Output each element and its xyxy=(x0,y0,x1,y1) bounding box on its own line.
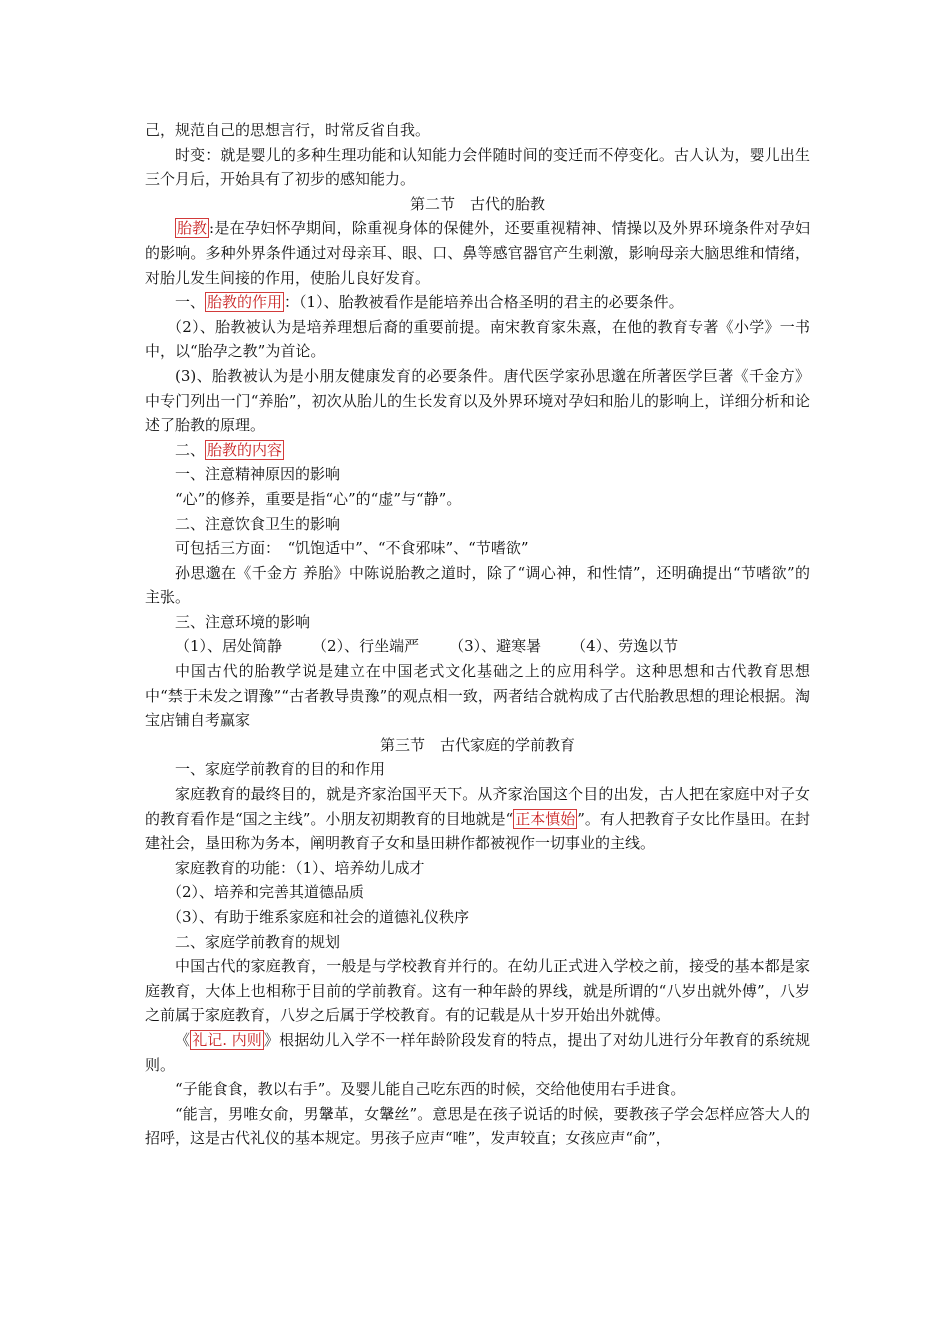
paragraph-text: ”。有人把教育子女比作垦田。在封建社会，垦田称为务本，阐明教育子女和垦田耕作都被视作一切事业的主线。 xyxy=(145,809,811,853)
paragraph: 家庭教育的功能：（1）、培养幼儿成才 xyxy=(175,858,425,877)
subheading: 二、家庭学前教育的规划 xyxy=(175,932,341,951)
paragraph: “心”的修养，重要是指“心”的“虚”与“静”。 xyxy=(175,489,462,508)
paragraph xyxy=(145,438,810,463)
paragraph-text: 家庭教育的最终目的，就是齐家治国平天下。从齐家治国这个目的出发，古人把在家庭中对子女的教育看作是“国之主线”。小朋友初期教育的目地就是“ xyxy=(145,785,810,828)
subheading: 二、注意饮食卫生的影响 xyxy=(175,514,341,533)
subheading: 一、注意精神原因的影响 xyxy=(175,465,341,484)
paragraph-text: :是在孕妇怀孕期间，除重视身体的保健外，还要重视精神、情操以及外界环境条件对孕妇的影响。多种外界条件通过对母亲耳、眼、口、鼻等感官器官产生刺激，影响母亲大脑思维和情绪，对胎儿发生间接的作用，使胎儿良好发育。 xyxy=(145,219,810,287)
paragraph-text: 《 xyxy=(175,1030,191,1049)
paragraph: “能言，男唯女俞，男鞶革，女鞶丝”。意思是在孩子说话的时候，要教孩子学会怎样应答大人的招呼，这是古代礼仪的基本规定。男孩子应声“唯”，发声较直；女孩应声“俞”， xyxy=(145,1104,810,1148)
highlighted-term: 正本慎始 xyxy=(515,809,576,828)
document-page xyxy=(145,118,810,1151)
paragraph: 己，规范自己的思想言行，时常反省自我。 xyxy=(145,121,431,139)
paragraph-text: ：（1）、胎教被看作是能培养出合格圣明的君主的必要条件。 xyxy=(284,293,684,312)
list-marker: 一、 xyxy=(175,293,206,312)
paragraph: “子能食食，教以右手”。及婴儿能自己吃东西的时候，交给他使用右手进食。 xyxy=(175,1080,686,1099)
highlighted-term: 胎教 xyxy=(177,219,208,238)
environment-list xyxy=(145,634,810,659)
paragraph xyxy=(145,216,810,290)
paragraph: 可包括三方面： “饥饱适中”、“不食邪味”、“节嗜欲” xyxy=(175,539,529,558)
highlighted-term: 胎教的作用 xyxy=(207,293,283,312)
paragraph: 中国古代的家庭教育，一般是与学校教育并行的。在幼儿正式进入学校之前，接受的基本都是家庭教育，大体上也相称于目前的学前教育。这有一种年龄的界线，就是所谓的“八岁出就外傅”，八岁之前属于家庭教育，八岁之后属于学校教育。有的记载是从十岁开始出外就傅。 xyxy=(145,957,810,1025)
list-item: （3）、避寒暑 xyxy=(449,637,542,656)
highlighted-term: 礼记. 内则 xyxy=(192,1030,262,1049)
paragraph xyxy=(145,1028,810,1077)
paragraph: 中国古代的胎教学说是建立在中国老式文化基础之上的应用科学。这种思想和古代教育思想中“禁于未发之谓豫”“古者教导贵豫”的观点相一致，两者结合就构成了古代胎教思想的理论根据。淘宝店铺自考赢家 xyxy=(145,662,810,730)
section-heading: 第二节 古代的胎教 xyxy=(409,194,545,213)
paragraph: （2）、胎教被认为是培养理想后裔的重要前提。南宋教育家朱熹，在他的教育专著《小学》一书中，以“胎孕之教”为首论。 xyxy=(145,317,810,361)
list-item: （4）、劳逸以节 xyxy=(571,637,679,656)
paragraph-text: 》根据幼儿入学不一样年龄阶段发育的特点，提出了对幼儿进行分年教育的系统规则。 xyxy=(145,1030,810,1074)
list-item: （1）、居处简静 xyxy=(175,637,283,656)
paragraph: (3)、胎教被认为是小朋友健康发育的必要条件。唐代医学家孙思邈在所著医学巨著《千金方》中专门列出一门“养胎”，初次从胎儿的生长发育以及外界环境对孕妇和胎儿的影响上，详细分析和论述了胎教的原理。 xyxy=(145,366,810,435)
section-heading: 第三节 古代家庭的学前教育 xyxy=(379,735,575,754)
subheading: 一、家庭学前教育的目的和作用 xyxy=(175,760,386,779)
paragraph xyxy=(145,782,810,856)
list-marker: 二、 xyxy=(175,440,206,459)
paragraph: （3）、有助于维系家庭和社会的道德礼仪秩序 xyxy=(167,908,470,926)
paragraph xyxy=(145,290,810,315)
list-item: （2）、行坐端严 xyxy=(312,637,420,656)
highlighted-term: 胎教的内容 xyxy=(207,440,283,459)
paragraph: （2）、培养和完善其道德品质 xyxy=(167,883,365,902)
subheading: 三、注意环境的影响 xyxy=(175,612,311,631)
paragraph: 时变：就是婴儿的多种生理功能和认知能力会伴随时间的变迁而不停变化。古人认为，婴儿出生三个月后，开始具有了初步的感知能力。 xyxy=(145,145,810,189)
paragraph: 孙思邈在《千金方 养胎》中陈说胎教之道时，除了“调心神，和性情”，还明确提出“节嗜欲”的主张。 xyxy=(145,563,810,607)
